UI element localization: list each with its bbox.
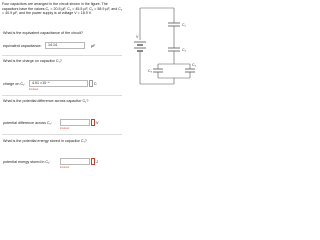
charge-input[interactable] bbox=[29, 80, 88, 87]
potential-difference-incorrect-hint: Incorrect bbox=[60, 127, 70, 130]
equivalent-capacitance-input[interactable] bbox=[45, 42, 85, 49]
potential-difference-unit: V bbox=[96, 121, 99, 125]
charge-unit: C bbox=[94, 82, 97, 86]
capacitor-c2-symbol bbox=[168, 48, 180, 51]
potential-difference-status-box bbox=[91, 119, 95, 126]
label-c2: C₂ bbox=[182, 48, 186, 52]
label-c1: C₁ bbox=[182, 23, 186, 27]
label-c3: C₃ bbox=[148, 69, 153, 73]
potential-difference-input[interactable] bbox=[60, 119, 90, 126]
label-c4: C₄ bbox=[192, 63, 197, 67]
problem-statement: Four capacitors are arranged in the circuit shown in the figure. The capacitors have the values C₁ = 20.5 µF, C₂ = 45.5 µF, C₃ = 58.9 µF, and C₄ = 40.9 µF, and the power supply is at voltage V = 18.9 V. bbox=[2, 2, 123, 16]
charge-status-box bbox=[89, 80, 93, 87]
equivalent-capacitance-unit: µF bbox=[91, 44, 96, 48]
equivalent-capacitance-label: equivalent capacitance: bbox=[3, 44, 42, 48]
capacitor-c4-symbol bbox=[185, 69, 195, 72]
charge-label: charge on C₁: bbox=[3, 82, 26, 86]
potential-energy-status-box bbox=[91, 158, 95, 165]
question-charge: What is the charge on capacitor C₁? bbox=[3, 59, 62, 63]
capacitor-c3-symbol bbox=[153, 69, 163, 72]
potential-energy-label: potential energy stored in C₁: bbox=[3, 160, 51, 164]
question-potential-difference: What is the potential difference across capacitor C₁? bbox=[3, 99, 89, 103]
potential-energy-incorrect-hint: Incorrect bbox=[60, 166, 70, 169]
capacitor-c1-symbol bbox=[168, 23, 180, 26]
divider bbox=[2, 95, 122, 96]
divider bbox=[2, 55, 122, 56]
potential-difference-label: potential difference across C₁: bbox=[3, 121, 52, 125]
potential-energy-input[interactable] bbox=[60, 158, 90, 165]
potential-energy-unit: J bbox=[96, 160, 98, 164]
circuit-diagram bbox=[128, 4, 198, 86]
question-equivalent-capacitance: What is the equivalent capacitance of the circuit? bbox=[3, 31, 83, 35]
divider bbox=[2, 134, 122, 135]
label-v: V bbox=[136, 35, 139, 39]
charge-incorrect-hint: Incorrect bbox=[29, 88, 39, 91]
question-potential-energy: What is the potential energy stored in capacitor C₁? bbox=[3, 139, 87, 143]
battery-symbol bbox=[134, 42, 146, 51]
